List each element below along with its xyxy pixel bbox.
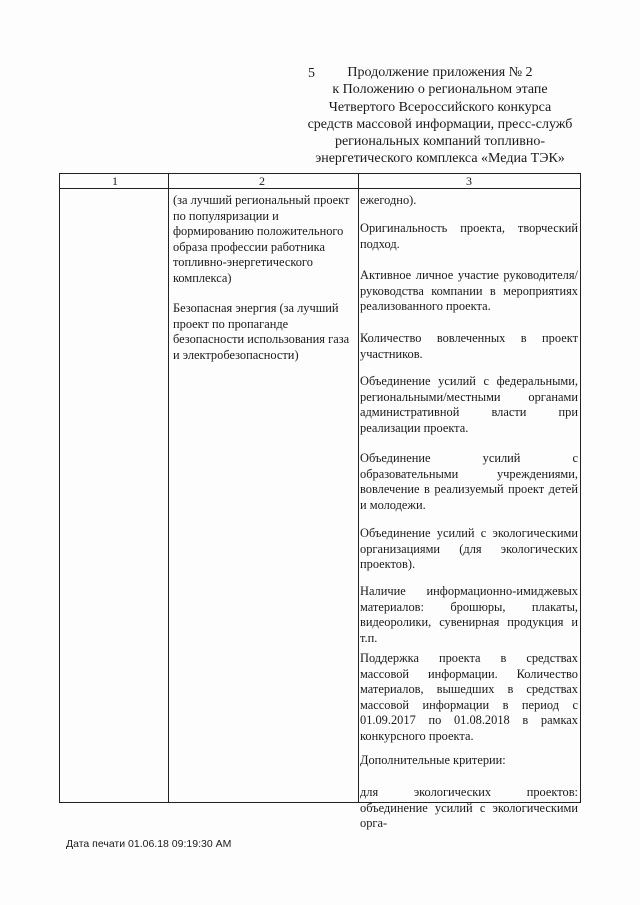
criterion: Оригинальность проекта, творческий подход. bbox=[360, 221, 578, 251]
column-header-1: 1 bbox=[112, 174, 118, 188]
criterion: Объединение усилий с образовательными учреждениями, вовлечение в реализуемый проект детей и молодежи. bbox=[360, 451, 578, 512]
column-header-2: 2 bbox=[259, 174, 265, 188]
header-line: средств массовой информации, пресс-служб bbox=[307, 116, 573, 132]
nomination-text: (за лучший региональный проект по популяризации и формированию положительного образа профессии работника топливно-энергетического комплекса) bbox=[173, 193, 350, 285]
header-line: к Положению о региональном этапе bbox=[332, 82, 548, 98]
criterion: Дополнительные критерии: bbox=[360, 753, 506, 767]
criterion: Активное личное участие руководителя/руководства компании в мероприятиях реализованного проекта. bbox=[360, 268, 578, 313]
criterion: ежегодно). bbox=[360, 193, 417, 207]
print-date: Дата печати 01.06.18 09:19:30 AM bbox=[66, 838, 232, 850]
nomination-text: Безопасная энергия (за лучший проект по пропаганде безопасности использования газа и электробезопасности) bbox=[173, 301, 350, 362]
header-line: энергетического комплекса «Медиа ТЭК» bbox=[315, 151, 565, 167]
criterion: Объединение усилий с федеральными, региональными/местными органами административной власти при реализации проекта. bbox=[360, 374, 578, 435]
nomination-cell bbox=[173, 193, 356, 378]
column-header-3: 3 bbox=[466, 174, 472, 188]
header-line: Четвертого Всероссийского конкурса bbox=[328, 99, 552, 115]
column-divider bbox=[168, 174, 169, 802]
criterion: Поддержка проекта в средствах массовой информации. Количество материалов, вышедших в средствах массовой информации в период с 01.09.2017 по 01.08.2018 в рамках конкурсного проекта. bbox=[360, 651, 578, 743]
criteria-table bbox=[59, 173, 581, 830]
criterion: Наличие информационно-имиджевых материалов: брошюры, плакаты, видеоролики, сувенирная продукция и т.п. bbox=[360, 584, 578, 645]
criterion: Объединение усилий с экологическими организациями (для экологических проектов). bbox=[360, 526, 578, 571]
appendix-header bbox=[290, 64, 590, 168]
criterion: для экологических проектов: объединение усилий с экологическими орга- bbox=[360, 785, 578, 830]
header-line: региональных компаний топливно- bbox=[334, 134, 546, 150]
column-divider bbox=[358, 174, 359, 802]
column-header-row bbox=[60, 174, 580, 189]
criterion: Количество вовлеченных в проект участников. bbox=[360, 331, 578, 361]
header-line: Продолжение приложения № 2 bbox=[347, 65, 533, 80]
page-number: 5 bbox=[308, 66, 315, 81]
